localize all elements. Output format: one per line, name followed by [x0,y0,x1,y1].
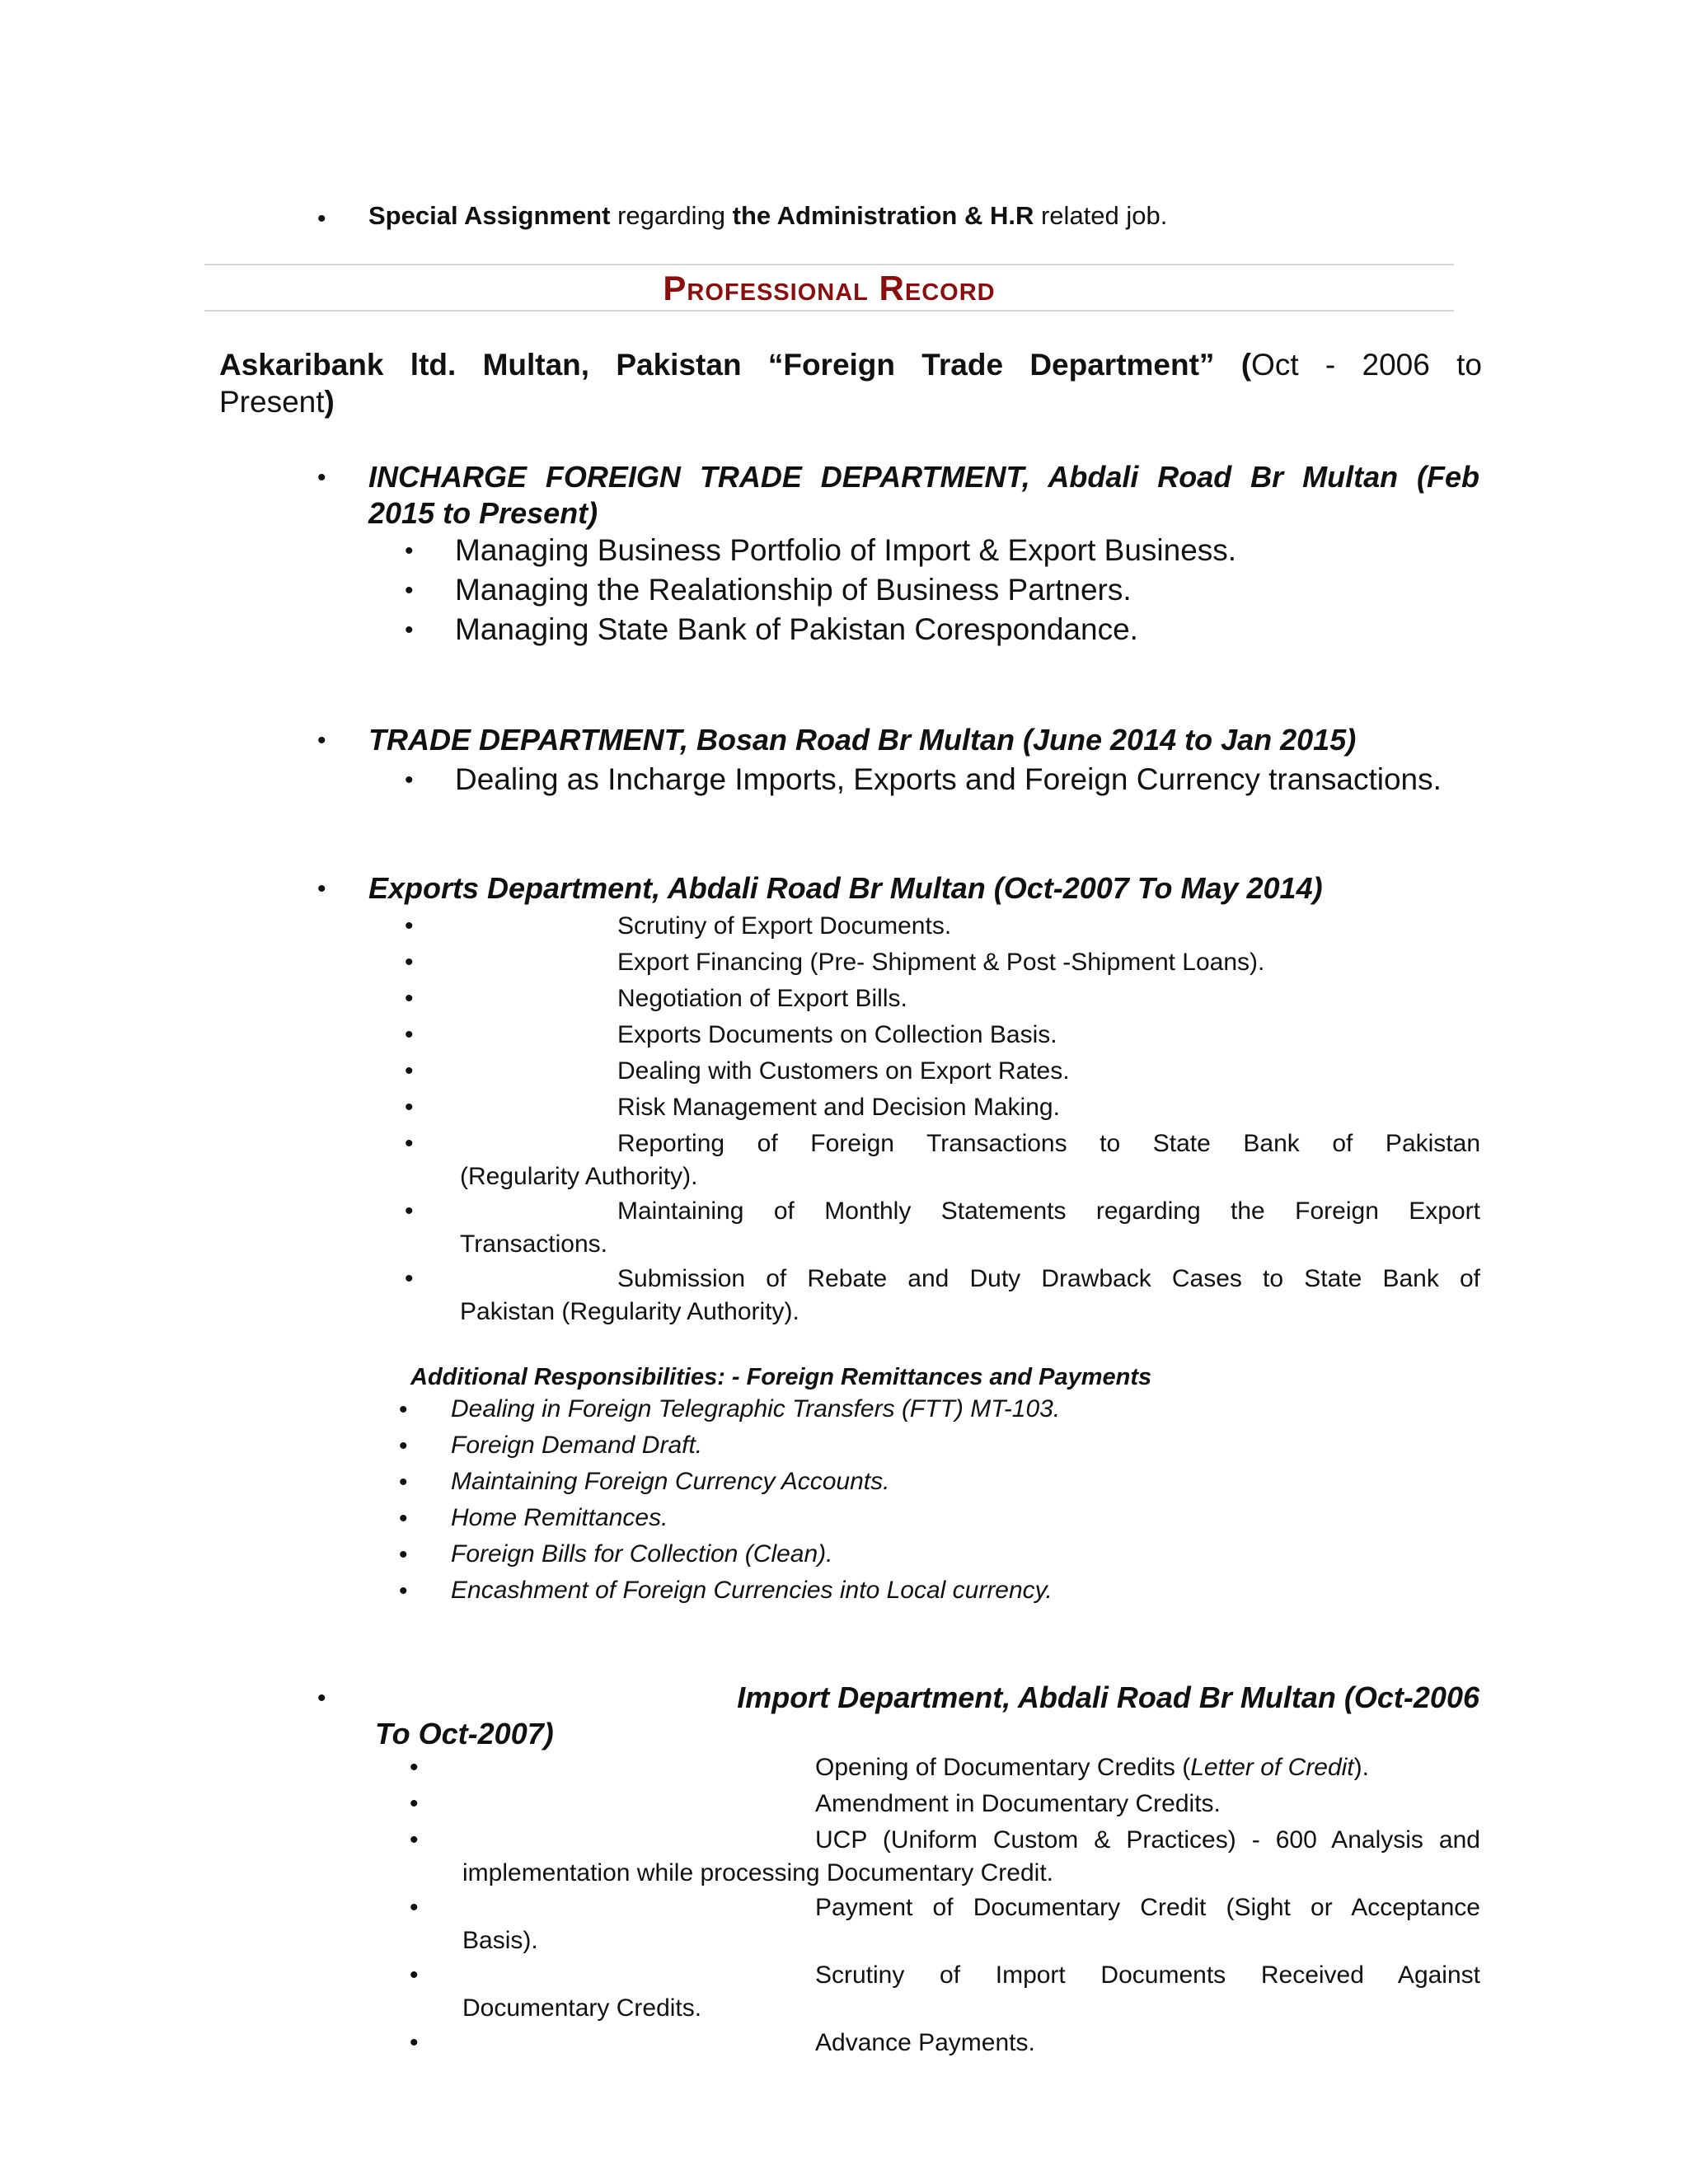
role-4-duty: UCP (Uniform Custom & Practices) - 600 Analysis and [815,1826,1480,1854]
employer-period-end: Present [219,385,325,419]
role-4-title-line-2: To Oct-2007) [375,1717,554,1750]
bullet-icon: • [399,1505,408,1532]
role-3-duty: Submission of Rebate and Duty Drawback Cases to State Bank of [617,1265,1480,1292]
additional-item: Foreign Demand Draft. [451,1432,703,1459]
bullet-icon: • [317,1685,326,1712]
role-4-duty [815,1753,1369,1783]
role-3-duty: Reporting of Foreign Transactions to State Bank of Pakistan [617,1130,1480,1157]
role-3-duty-cont: Pakistan (Regularity Authority). [460,1298,799,1325]
role-4-duty: Amendment in Documentary Credits. [815,1790,1221,1817]
role-3-duty-cont: (Regularity Authority). [460,1163,698,1190]
employer-name: Askaribank ltd. Multan, Pakistan “Foreign Trade Department” [219,348,1215,382]
role-4-duty: Advance Payments. [815,2029,1035,2056]
heading-rule-top [204,264,1454,265]
top-assignment-line [368,201,1167,231]
bullet-icon: • [410,1961,419,1989]
bullet-icon: • [405,985,414,1012]
role-2-title: TRADE DEPARTMENT, Bosan Road Br Multan (June 2014 to Jan 2015) [368,723,1357,757]
bullet-icon: • [317,727,326,754]
bullet-icon: • [399,1469,408,1496]
role-3-title: Exports Department, Abdali Road Br Multan (Oct-2007 To May 2014) [368,871,1323,905]
role-4-duty-cont: Basis). [462,1927,538,1954]
bullet-icon: • [399,1432,408,1460]
additional-item: Maintaining Foreign Currency Accounts. [451,1468,890,1495]
additional-item: Home Remittances. [451,1504,668,1531]
bullet-icon: • [399,1541,408,1568]
bullet-icon: • [405,766,414,794]
bullet-icon: • [405,1265,414,1292]
role-1-duty: Managing Business Portfolio of Import & Export Business. [455,533,1237,567]
additional-item: Foreign Bills for Collection (Clean). [451,1540,833,1568]
bullet-icon: • [410,1826,419,1854]
heading-rule-bottom [204,310,1454,312]
bullet-icon: • [405,1094,414,1121]
role-3-duty: Scrutiny of Export Documents. [617,912,952,940]
role-2-duty: Dealing as Incharge Imports, Exports and Foreign Currency transactions. [455,762,1442,796]
bullet-icon: • [405,1197,414,1225]
bullet-icon: • [405,1057,414,1085]
employer-period: Oct - 2006 to [1251,348,1482,382]
role-4-duty-end: ). [1353,1754,1369,1781]
bullet-icon: • [410,2029,419,2056]
bullet-icon: • [405,616,414,644]
additional-heading: Additional Responsibilities: - Foreign Remittances and Payments [410,1364,1152,1390]
role-3-duty: Maintaining of Monthly Statements regarding the Foreign Export [617,1197,1480,1225]
role-4-duty-cont: implementation while processing Documentary Credit. [462,1859,1053,1886]
role-3-duty-cont: Transactions. [460,1230,607,1258]
bullet-icon: • [405,537,414,565]
bullet-icon: • [405,1130,414,1157]
bullet-icon: • [399,1577,408,1605]
bullet-icon: • [405,949,414,976]
top-item-part2: regarding [610,201,733,230]
role-1-title-line-1: INCHARGE FOREIGN TRADE DEPARTMENT, Abdali Road Br Multan (Feb [368,460,1479,494]
role-4-duty-cont: Documentary Credits. [462,1994,702,2022]
role-3-duty: Export Financing (Pre- Shipment & Post -Shipment Loans). [617,949,1265,976]
bullet-icon: • [317,875,326,902]
employer-paren-close: ) [324,385,335,419]
bullet-icon: • [405,1021,414,1048]
section-heading: Professional Record [663,269,996,307]
bullet-icon: • [405,912,414,940]
role-4-duty-italic: Letter of Credit [1190,1754,1354,1781]
role-4-duty: Scrutiny of Import Documents Received Against [815,1961,1480,1989]
role-3-duty: Risk Management and Decision Making. [617,1094,1060,1121]
employer-paren-open: ( [1214,348,1252,382]
bullet-icon: • [399,1396,408,1423]
bullet-icon: • [405,577,414,604]
role-1-duty: Managing State Bank of Pakistan Corespondance. [455,612,1138,646]
role-4-duty-text: Opening of Documentary Credits ( [815,1754,1191,1781]
role-4-title-line-1: Import Department, Abdali Road Br Multan (Oct-2006 [737,1680,1479,1714]
bullet-icon: • [317,464,326,491]
top-item-part4: related job. [1034,201,1168,230]
employer-line-2 [219,384,335,420]
bullet-icon: • [317,205,326,232]
bullet-icon: • [410,1790,419,1817]
role-4-duty: Payment of Documentary Credit (Sight or Acceptance [815,1894,1480,1921]
bullet-icon: • [410,1754,419,1781]
top-item-part1: Special Assignment [368,201,611,230]
role-3-duty: Negotiation of Export Bills. [617,985,907,1012]
role-3-duty: Dealing with Customers on Export Rates. [617,1057,1070,1085]
bullet-icon: • [410,1894,419,1921]
role-1-duty: Managing the Realationship of Business Partners. [455,573,1132,607]
role-1-title-line-2: 2015 to Present) [368,496,598,530]
additional-item: Dealing in Foreign Telegraphic Transfers (FTT) MT-103. [451,1395,1061,1422]
top-item-part3: the Administration & H.R [732,201,1034,230]
additional-item: Encashment of Foreign Currencies into Local currency. [451,1577,1053,1604]
role-3-duty: Exports Documents on Collection Basis. [617,1021,1057,1048]
employer-line-1 [219,347,1482,383]
